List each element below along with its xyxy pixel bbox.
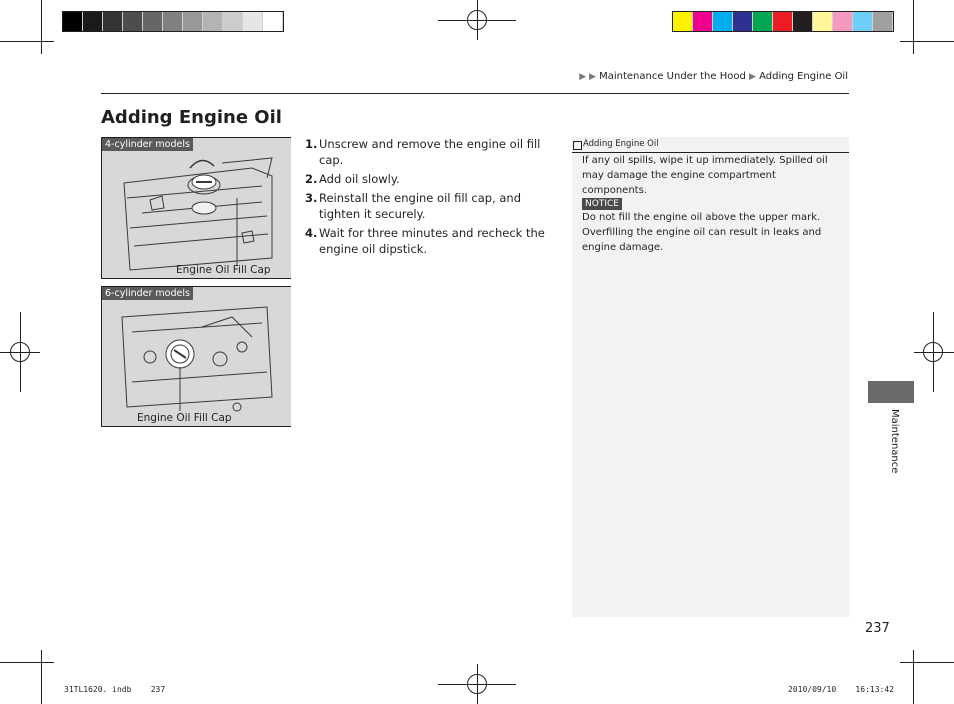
figure-tag: 6-cylinder models bbox=[102, 287, 193, 300]
registration-circle bbox=[467, 674, 487, 694]
registration-circle bbox=[467, 10, 487, 30]
notice-badge: NOTICE bbox=[582, 198, 622, 210]
procedure-steps bbox=[305, 136, 560, 260]
engine-illustration bbox=[102, 287, 291, 428]
step-1 bbox=[305, 136, 560, 168]
section-tab-label: Maintenance bbox=[889, 409, 900, 474]
step-number: 4. bbox=[305, 226, 318, 240]
color-swatch bbox=[83, 12, 103, 31]
figure-tag: 4-cylinder models bbox=[102, 138, 193, 151]
color-swatch bbox=[63, 12, 83, 31]
color-swatch bbox=[673, 12, 693, 31]
step-text: Wait for three minutes and recheck the engine oil dipstick. bbox=[319, 226, 545, 256]
breadcrumb-arrow-icon: ▶ ▶ bbox=[579, 72, 596, 82]
step-text: Unscrew and remove the engine oil fill cap. bbox=[319, 137, 541, 167]
step-number: 3. bbox=[305, 191, 318, 205]
registration-circle bbox=[10, 342, 30, 362]
engine-illustration bbox=[102, 138, 291, 280]
color-swatch bbox=[873, 12, 893, 31]
crop-mark bbox=[41, 650, 42, 704]
color-swatch bbox=[203, 12, 223, 31]
step-text: Add oil slowly. bbox=[319, 172, 400, 186]
crop-mark bbox=[900, 41, 954, 42]
color-swatch bbox=[793, 12, 813, 31]
color-swatch bbox=[123, 12, 143, 31]
section-tab bbox=[868, 381, 914, 403]
page-number: 237 bbox=[865, 621, 890, 636]
color-swatch bbox=[223, 12, 243, 31]
step-3 bbox=[305, 190, 560, 222]
color-swatch bbox=[853, 12, 873, 31]
note-header bbox=[572, 137, 849, 153]
color-swatch bbox=[733, 12, 753, 31]
breadcrumb-current: Adding Engine Oil bbox=[759, 71, 848, 82]
crop-mark bbox=[41, 0, 42, 54]
color-swatch bbox=[103, 12, 123, 31]
color-swatch bbox=[773, 12, 793, 31]
color-swatch bbox=[163, 12, 183, 31]
notice-text: Do not fill the engine oil above the upper mark. Overfilling the engine oil can result in leaks and engine damage. bbox=[582, 212, 822, 253]
color-swatch bbox=[713, 12, 733, 31]
figure-6-cylinder bbox=[101, 286, 291, 427]
step-2 bbox=[305, 171, 560, 187]
step-4 bbox=[305, 225, 560, 257]
crop-mark bbox=[900, 662, 954, 663]
figure-caption: Engine Oil Fill Cap bbox=[137, 412, 232, 424]
step-number: 1. bbox=[305, 137, 318, 151]
page-title: Adding Engine Oil bbox=[101, 107, 282, 128]
step-number: 2. bbox=[305, 172, 318, 186]
footer-file-info: 31TL1620. indb 237 bbox=[64, 685, 166, 694]
crop-mark bbox=[0, 41, 54, 42]
breadcrumb bbox=[579, 71, 848, 82]
color-swatch bbox=[243, 12, 263, 31]
color-swatch bbox=[693, 12, 713, 31]
header-rule bbox=[101, 93, 849, 94]
crop-mark bbox=[0, 662, 54, 663]
process-color-bar bbox=[672, 11, 894, 32]
note-title: Adding Engine Oil bbox=[583, 139, 659, 149]
color-swatch bbox=[143, 12, 163, 31]
color-swatch bbox=[263, 12, 283, 31]
crop-mark bbox=[913, 0, 914, 54]
color-swatch bbox=[833, 12, 853, 31]
crop-mark bbox=[913, 650, 914, 704]
grayscale-color-bar bbox=[62, 11, 284, 32]
color-swatch bbox=[183, 12, 203, 31]
registration-circle bbox=[923, 342, 943, 362]
color-swatch bbox=[753, 12, 773, 31]
note-text: If any oil spills, wipe it up immediately. Spilled oil may damage the engine compartment components. bbox=[582, 155, 828, 196]
breadcrumb-separator-icon: ▶ bbox=[749, 72, 756, 82]
side-note bbox=[572, 137, 849, 617]
color-swatch bbox=[813, 12, 833, 31]
step-text: Reinstall the engine oil fill cap, and tighten it securely. bbox=[319, 191, 522, 221]
footer-timestamp: 2010/09/10 16:13:42 bbox=[788, 685, 894, 694]
figure-caption: Engine Oil Fill Cap bbox=[176, 264, 271, 276]
figure-rule bbox=[101, 278, 291, 279]
breadcrumb-section: Maintenance Under the Hood bbox=[599, 71, 746, 82]
note-box-icon bbox=[573, 141, 582, 150]
figure-4-cylinder bbox=[101, 137, 291, 279]
figure-rule bbox=[101, 426, 291, 427]
